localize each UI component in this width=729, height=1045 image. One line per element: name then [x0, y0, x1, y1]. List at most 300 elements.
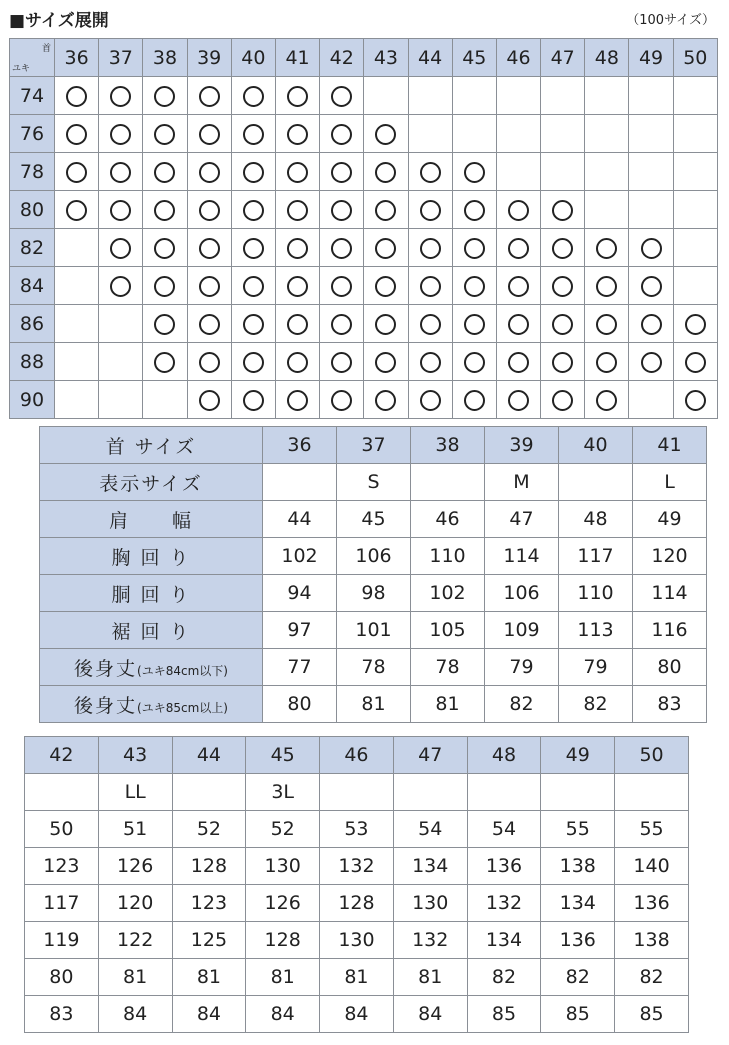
spec-row: [25, 848, 689, 885]
spec-cell: 84: [246, 996, 320, 1033]
spec-cell: 50: [615, 737, 689, 774]
spec-cell: 114: [485, 538, 559, 575]
spec-label-text: 表示サイズ: [99, 472, 203, 495]
spec-cell: 78: [337, 649, 411, 686]
availability-cell: [187, 77, 231, 115]
spec-label-text: 首 サイズ: [105, 435, 197, 458]
availability-cell: [496, 77, 540, 115]
grid-header-row: [10, 39, 718, 77]
availability-cell: [99, 191, 143, 229]
available-circle-icon: [375, 200, 396, 221]
spec-label-text: 後身丈: [74, 657, 138, 680]
availability-cell: [320, 77, 364, 115]
availability-cell: [99, 77, 143, 115]
availability-cell: [496, 305, 540, 343]
neck-size-header: 49: [629, 39, 673, 77]
availability-cell: [275, 191, 319, 229]
available-circle-icon: [596, 390, 617, 411]
availability-cell: [187, 229, 231, 267]
availability-cell: [320, 153, 364, 191]
availability-cell: [585, 267, 629, 305]
availability-cell: [275, 267, 319, 305]
spec-cell: 82: [541, 959, 615, 996]
spec-cell: 81: [411, 686, 485, 723]
available-circle-icon: [243, 124, 264, 145]
availability-cell: [320, 229, 364, 267]
spec-row: [40, 427, 707, 464]
availability-cell: [364, 77, 408, 115]
neck-size-header: 40: [231, 39, 275, 77]
spec-cell: 123: [25, 848, 99, 885]
availability-cell: [275, 343, 319, 381]
spec-cell: 81: [337, 686, 411, 723]
spec-table-1: [39, 426, 707, 723]
spec-cell: 85: [541, 996, 615, 1033]
spec-cell: 44: [263, 501, 337, 538]
available-circle-icon: [420, 352, 441, 373]
grid-row: [10, 305, 718, 343]
spec-cell: 126: [98, 848, 172, 885]
available-circle-icon: [508, 276, 529, 297]
spec-cell: 45: [246, 737, 320, 774]
spec-row: [40, 686, 707, 723]
spec-cell: 128: [320, 885, 394, 922]
availability-cell: [320, 305, 364, 343]
spec-cell: 122: [98, 922, 172, 959]
spec-cell: 55: [615, 811, 689, 848]
spec-cell: 80: [25, 959, 99, 996]
spec-cell: S: [337, 464, 411, 501]
availability-cell: [673, 77, 717, 115]
spec-row: [25, 811, 689, 848]
spec-cell: [25, 774, 99, 811]
availability-cell: [231, 267, 275, 305]
available-circle-icon: [243, 390, 264, 411]
available-circle-icon: [154, 314, 175, 335]
available-circle-icon: [508, 390, 529, 411]
spec-cell: 82: [615, 959, 689, 996]
available-circle-icon: [154, 124, 175, 145]
availability-cell: [629, 305, 673, 343]
available-circle-icon: [552, 390, 573, 411]
availability-cell: [55, 153, 99, 191]
spec-cell: 134: [541, 885, 615, 922]
availability-cell: [408, 191, 452, 229]
spec-cell: 84: [320, 996, 394, 1033]
spec-cell: 126: [246, 885, 320, 922]
spec-cell: 94: [263, 575, 337, 612]
spec-row-label: [40, 649, 263, 686]
spec-cell: 42: [25, 737, 99, 774]
availability-cell: [320, 343, 364, 381]
grid-row: [10, 191, 718, 229]
availability-cell: [143, 115, 187, 153]
available-circle-icon: [552, 314, 573, 335]
spec-cell: 52: [246, 811, 320, 848]
availability-cell: [452, 343, 496, 381]
spec-cell: 120: [633, 538, 707, 575]
spec-row: [40, 464, 707, 501]
availability-cell: [187, 115, 231, 153]
availability-cell: [541, 343, 585, 381]
spec-cell: 134: [393, 848, 467, 885]
available-circle-icon: [464, 238, 485, 259]
availability-cell: [673, 115, 717, 153]
available-circle-icon: [508, 200, 529, 221]
available-circle-icon: [552, 238, 573, 259]
spec-row: [40, 575, 707, 612]
spec-row: [40, 538, 707, 575]
spec-cell: 47: [485, 501, 559, 538]
available-circle-icon: [199, 162, 220, 183]
spec-row-label: [40, 464, 263, 501]
grid-row: [10, 229, 718, 267]
spec-cell: 51: [98, 811, 172, 848]
spec-cell: 36: [263, 427, 337, 464]
spec-cell: 79: [485, 649, 559, 686]
available-circle-icon: [154, 162, 175, 183]
spec-cell: 125: [172, 922, 246, 959]
spec-cell: 136: [615, 885, 689, 922]
available-circle-icon: [287, 314, 308, 335]
spec-cell: [320, 774, 394, 811]
spec-cell: 78: [411, 649, 485, 686]
spec-cell: 80: [633, 649, 707, 686]
availability-cell: [452, 305, 496, 343]
spec-cell: 114: [633, 575, 707, 612]
available-circle-icon: [508, 238, 529, 259]
availability-cell: [673, 305, 717, 343]
available-circle-icon: [508, 314, 529, 335]
spec-cell: 136: [467, 848, 541, 885]
available-circle-icon: [420, 200, 441, 221]
available-circle-icon: [375, 276, 396, 297]
spec-cell: 54: [467, 811, 541, 848]
neck-size-header: 39: [187, 39, 231, 77]
availability-cell: [541, 77, 585, 115]
available-circle-icon: [243, 314, 264, 335]
spec-cell: 44: [172, 737, 246, 774]
available-circle-icon: [464, 162, 485, 183]
availability-cell: [452, 229, 496, 267]
spec-cell: 98: [337, 575, 411, 612]
availability-cell: [231, 305, 275, 343]
availability-cell: [55, 77, 99, 115]
spec-table-2: [24, 736, 689, 1033]
neck-size-header: 37: [99, 39, 143, 77]
spec-cell: 106: [337, 538, 411, 575]
spec-cell: 52: [172, 811, 246, 848]
availability-cell: [629, 229, 673, 267]
available-circle-icon: [199, 314, 220, 335]
availability-cell: [496, 343, 540, 381]
available-circle-icon: [596, 314, 617, 335]
availability-cell: [585, 153, 629, 191]
spec-cell: 82: [467, 959, 541, 996]
availability-cell: [541, 191, 585, 229]
spec-cell: 82: [559, 686, 633, 723]
availability-cell: [187, 381, 231, 419]
available-circle-icon: [331, 86, 352, 107]
availability-cell: [320, 381, 364, 419]
spec-cell: 132: [393, 922, 467, 959]
spec-cell: 130: [246, 848, 320, 885]
spec-cell: 84: [98, 996, 172, 1033]
availability-cell: [143, 229, 187, 267]
yuki-size-header: 86: [10, 305, 55, 343]
available-circle-icon: [641, 238, 662, 259]
spec-cell: 119: [25, 922, 99, 959]
spec-cell: 46: [411, 501, 485, 538]
available-circle-icon: [464, 276, 485, 297]
available-circle-icon: [685, 314, 706, 335]
availability-cell: [496, 153, 540, 191]
available-circle-icon: [243, 162, 264, 183]
availability-cell: [275, 381, 319, 419]
available-circle-icon: [287, 124, 308, 145]
yuki-size-header: 78: [10, 153, 55, 191]
availability-cell: [496, 267, 540, 305]
availability-cell: [187, 343, 231, 381]
availability-cell: [629, 381, 673, 419]
availability-cell: [231, 343, 275, 381]
spec-cell: 37: [337, 427, 411, 464]
availability-cell: [55, 191, 99, 229]
neck-size-header: 43: [364, 39, 408, 77]
availability-cell: [275, 77, 319, 115]
available-circle-icon: [596, 352, 617, 373]
available-circle-icon: [420, 238, 441, 259]
spec-cell: 113: [559, 612, 633, 649]
spec-cell: LL: [98, 774, 172, 811]
spec-cell: 39: [485, 427, 559, 464]
spec-cell: 77: [263, 649, 337, 686]
availability-cell: [231, 191, 275, 229]
availability-cell: [99, 229, 143, 267]
spec-cell: 138: [615, 922, 689, 959]
spec-cell: [263, 464, 337, 501]
spec-row: [25, 885, 689, 922]
spec-cell: 49: [541, 737, 615, 774]
yuki-size-header: 84: [10, 267, 55, 305]
spec-row-label: [40, 538, 263, 575]
spec-row-label: [40, 575, 263, 612]
page-title: ■サイズ展開: [9, 11, 109, 31]
spec-cell: 128: [246, 922, 320, 959]
neck-size-header: 38: [143, 39, 187, 77]
availability-cell: [585, 191, 629, 229]
availability-cell: [673, 153, 717, 191]
spec-cell: 48: [467, 737, 541, 774]
available-circle-icon: [199, 276, 220, 297]
spec-row: [25, 774, 689, 811]
available-circle-icon: [375, 124, 396, 145]
available-circle-icon: [331, 352, 352, 373]
spec-row: [40, 649, 707, 686]
availability-cell: [231, 229, 275, 267]
available-circle-icon: [331, 276, 352, 297]
spec-cell: 81: [246, 959, 320, 996]
availability-cell: [55, 267, 99, 305]
spec-cell: 102: [411, 575, 485, 612]
spec-cell: 106: [485, 575, 559, 612]
spec-row: [25, 996, 689, 1033]
available-circle-icon: [199, 86, 220, 107]
availability-cell: [143, 343, 187, 381]
availability-cell: [99, 115, 143, 153]
available-circle-icon: [375, 352, 396, 373]
spec-cell: 128: [172, 848, 246, 885]
availability-cell: [585, 229, 629, 267]
yuki-axis-label: ユキ: [12, 64, 31, 74]
yuki-size-header: 82: [10, 229, 55, 267]
availability-cell: [629, 343, 673, 381]
spec-row: [25, 959, 689, 996]
availability-cell: [364, 153, 408, 191]
spec-cell: 54: [393, 811, 467, 848]
spec-label-text: 肩 幅: [108, 509, 193, 532]
spec-cell: 117: [25, 885, 99, 922]
spec-cell: 120: [98, 885, 172, 922]
spec-cell: 3L: [246, 774, 320, 811]
available-circle-icon: [685, 390, 706, 411]
available-circle-icon: [110, 162, 131, 183]
spec-cell: 109: [485, 612, 559, 649]
available-circle-icon: [154, 238, 175, 259]
available-circle-icon: [287, 86, 308, 107]
availability-cell: [275, 305, 319, 343]
availability-cell: [541, 267, 585, 305]
spec-cell: 40: [559, 427, 633, 464]
grid-corner: [10, 39, 55, 77]
availability-cell: [585, 77, 629, 115]
availability-cell: [55, 305, 99, 343]
spec-label-text: 胴 回 り: [111, 583, 191, 606]
availability-cell: [452, 77, 496, 115]
availability-cell: [364, 305, 408, 343]
availability-cell: [99, 305, 143, 343]
availability-cell: [452, 381, 496, 419]
available-circle-icon: [331, 162, 352, 183]
available-circle-icon: [331, 200, 352, 221]
spec-cell: 45: [337, 501, 411, 538]
available-circle-icon: [375, 314, 396, 335]
availability-cell: [99, 381, 143, 419]
availability-cell: [673, 381, 717, 419]
available-circle-icon: [243, 276, 264, 297]
spec-cell: 138: [541, 848, 615, 885]
availability-cell: [452, 191, 496, 229]
yuki-size-header: 74: [10, 77, 55, 115]
grid-row: [10, 153, 718, 191]
available-circle-icon: [66, 162, 87, 183]
availability-cell: [231, 381, 275, 419]
spec-cell: 105: [411, 612, 485, 649]
available-circle-icon: [154, 200, 175, 221]
available-circle-icon: [110, 276, 131, 297]
availability-cell: [673, 267, 717, 305]
availability-cell: [452, 153, 496, 191]
availability-cell: [629, 267, 673, 305]
spec-cell: 123: [172, 885, 246, 922]
availability-cell: [231, 115, 275, 153]
grid-row: [10, 381, 718, 419]
available-circle-icon: [243, 352, 264, 373]
spec-cell: L: [633, 464, 707, 501]
spec-cell: 130: [320, 922, 394, 959]
available-circle-icon: [199, 352, 220, 373]
available-circle-icon: [110, 238, 131, 259]
availability-cell: [408, 115, 452, 153]
spec-row: [40, 501, 707, 538]
availability-grid: [9, 38, 718, 419]
availability-cell: [408, 305, 452, 343]
availability-cell: [408, 153, 452, 191]
spec-label-note: (ユキ84cm以下): [137, 663, 228, 678]
available-circle-icon: [287, 390, 308, 411]
availability-cell: [541, 229, 585, 267]
available-circle-icon: [420, 390, 441, 411]
available-circle-icon: [375, 238, 396, 259]
grid-row: [10, 267, 718, 305]
grid-row: [10, 343, 718, 381]
yuki-size-header: 80: [10, 191, 55, 229]
available-circle-icon: [552, 200, 573, 221]
spec-cell: 81: [172, 959, 246, 996]
spec-row: [40, 612, 707, 649]
spec-cell: 49: [633, 501, 707, 538]
spec-cell: 79: [559, 649, 633, 686]
spec-label-text: 後身丈: [74, 694, 138, 717]
availability-cell: [496, 381, 540, 419]
available-circle-icon: [66, 200, 87, 221]
availability-cell: [408, 343, 452, 381]
neck-size-header: 45: [452, 39, 496, 77]
availability-cell: [408, 77, 452, 115]
spec-cell: 83: [25, 996, 99, 1033]
spec-cell: 81: [98, 959, 172, 996]
available-circle-icon: [641, 352, 662, 373]
available-circle-icon: [420, 314, 441, 335]
yuki-size-header: 76: [10, 115, 55, 153]
neck-axis-label: 首: [41, 44, 51, 54]
spec-row: [25, 922, 689, 959]
availability-cell: [364, 381, 408, 419]
spec-cell: 110: [411, 538, 485, 575]
spec-cell: [467, 774, 541, 811]
availability-cell: [629, 115, 673, 153]
spec-cell: 81: [320, 959, 394, 996]
yuki-size-header: 90: [10, 381, 55, 419]
available-circle-icon: [110, 86, 131, 107]
available-circle-icon: [596, 238, 617, 259]
availability-cell: [541, 115, 585, 153]
available-circle-icon: [331, 124, 352, 145]
spec-label-text: 裾 回 り: [111, 620, 191, 643]
spec-cell: 41: [633, 427, 707, 464]
neck-size-header: 48: [585, 39, 629, 77]
available-circle-icon: [464, 200, 485, 221]
available-circle-icon: [110, 124, 131, 145]
spec-label-text: 胸 回 り: [111, 546, 191, 569]
available-circle-icon: [375, 390, 396, 411]
neck-size-header: 42: [320, 39, 364, 77]
available-circle-icon: [199, 124, 220, 145]
spec-cell: 84: [393, 996, 467, 1033]
availability-cell: [99, 153, 143, 191]
availability-cell: [629, 191, 673, 229]
spec-cell: [559, 464, 633, 501]
